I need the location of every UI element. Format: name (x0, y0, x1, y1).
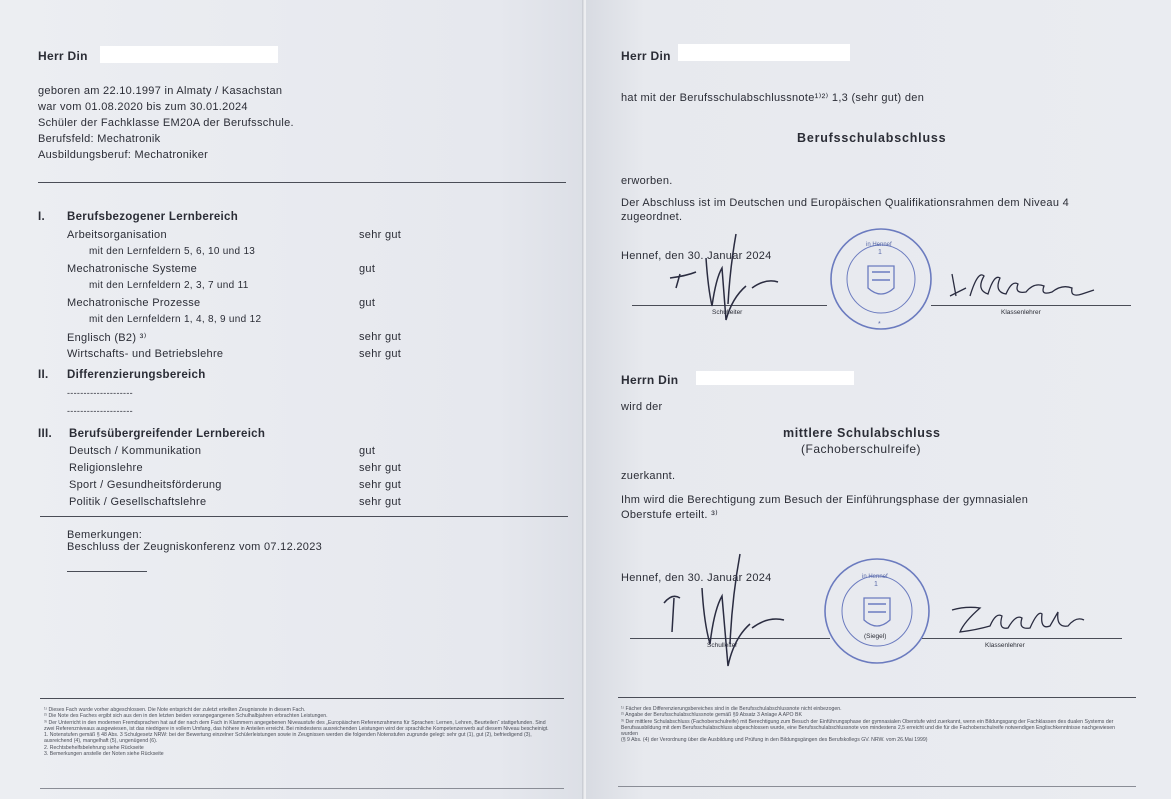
footnotes (621, 706, 1129, 744)
subject-detail: mit den Lernfeldern 1, 4, 8, 9 und 12 (89, 314, 262, 325)
qualification-framework-text: zugeordnet. (621, 211, 683, 223)
redaction-block (678, 44, 850, 61)
grade-statement: hat mit der Berufsschulabschlussnote¹⁾²⁾ 1,3 (sehr gut) den (621, 92, 925, 104)
entitlement-text: Oberstufe erteilt. ³⁾ (621, 509, 719, 521)
bottom-divider (618, 786, 1136, 787)
redaction-block (100, 46, 278, 63)
empty-entry: -------------------- (67, 406, 133, 416)
teacher-signature (946, 600, 1096, 640)
section-number: III. (38, 428, 52, 440)
empty-entry: -------------------- (67, 388, 133, 398)
left-page (0, 0, 584, 799)
school-seal (822, 556, 932, 666)
degree-title: Berufsschulabschluss (797, 131, 947, 145)
right-page (586, 0, 1171, 799)
section-number: I. (38, 211, 45, 223)
subject-grade: sehr gut (359, 479, 402, 491)
divider (38, 182, 566, 183)
seal-location: in Hennef (862, 574, 888, 580)
footnote: ¹⁾ Dieses Fach wurde vorher abgeschlossen. Die Note entspricht der zuletzt erteilten Zeugnisnote in diesem Fach. (44, 707, 306, 713)
subject-grade: sehr gut (359, 229, 402, 241)
subject-name: Deutsch / Kommunikation (69, 445, 202, 457)
seal-number: 1 (878, 249, 882, 256)
birth-info: geboren am 22.10.1997 in Almaty / Kasachstan (38, 85, 283, 97)
subject-name: Sport / Gesundheitsförderung (69, 479, 222, 491)
footnote: ¹⁾ Fächer des Differenzierungsbereiches sind in die Berufsschulabschlussnote nicht einbezogen. (621, 706, 842, 712)
class-info: Schüler der Fachklasse EM20A der Berufsschule. (38, 117, 294, 129)
subject-name: Englisch (B2) ³⁾ (67, 332, 147, 344)
subject-grade: sehr gut (359, 348, 402, 360)
signature-label: Klassenlehrer (1001, 309, 1041, 316)
footnote: (§ 9 Abs. (4) der Verordnung über die Ausbildung und Prüfung in den Bildungsgängen des Berufskollegs GV. NRW. vom 26.Mai 1999) (621, 737, 928, 744)
awarded-text: zuerkannt. (621, 470, 676, 482)
principal-signature (656, 228, 796, 333)
subject-grade: sehr gut (359, 331, 402, 343)
footnotes (44, 707, 552, 757)
principal-signature (652, 548, 802, 673)
signature-label: Klassenlehrer (985, 642, 1025, 649)
wird-text: wird der (621, 401, 663, 413)
subject-grade: gut (359, 263, 376, 275)
subject-name: Mechatronische Systeme (67, 263, 198, 275)
place-date: Hennef, den 30. Januar 2024 (621, 250, 772, 262)
vocational-field: Berufsfeld: Mechatronik (38, 133, 161, 145)
subject-name: Arbeitsorganisation (67, 229, 167, 241)
earned-text: erworben. (621, 175, 673, 187)
section-title: Berufsübergreifender Lernbereich (69, 428, 266, 440)
subject-name: Mechatronische Prozesse (67, 297, 201, 309)
subject-detail: mit den Lernfeldern 2, 3, 7 und 11 (89, 280, 249, 291)
subject-grade: sehr gut (359, 462, 402, 474)
seal-location: in Hennef (866, 242, 892, 248)
seal-number: 1 (874, 581, 878, 588)
short-divider (67, 571, 147, 572)
entitlement-text: Ihm wird die Berechtigung zum Besuch der Einführungsphase der gymnasialen (621, 494, 1029, 506)
signature-label: Schulleiter (712, 309, 743, 316)
qualification-framework-text: Der Abschluss ist im Deutschen und Europäischen Qualifikationsrahmen dem Niveau 4 (621, 197, 1070, 209)
subject-name: Religionslehre (69, 462, 143, 474)
redaction-block (696, 371, 854, 385)
training-profession: Ausbildungsberuf: Mechatroniker (38, 149, 209, 161)
subject-grade: gut (359, 445, 376, 457)
footnote: ³⁾ Der mittlere Schulabschluss (Fachoberschulreife) mit Berechtigung zum Besuch der Einführungsphase der gymnasialen Oberstufe wird zuerkannt, wenn ein Bildungsgang der Fachklassen des dualen Systems der Berufsausbildung mit dem Berufsschulabschluss abgeschlossen wurde, eine Berufsschulabschlussnote von mindestens 2,5 erreicht und die für die Fachoberschulreife notwendigen Englischkenntnisse nachgewiesen wurden (621, 718, 1115, 738)
seal-label: (Siegel) (864, 633, 887, 640)
seal-star: * (878, 321, 881, 328)
student-name-heading: Herr Din (621, 49, 671, 63)
subject-grade: gut (359, 297, 376, 309)
footnote: 2. Rechtsbehelfsbelehrung siehe Rückseite (44, 744, 144, 751)
footnote: ²⁾ Angabe der Berufsschulabschlussnote gemäß §9 Absatz 3 Anlage A APO BK (621, 712, 802, 719)
signature-label: Schulleiter (707, 642, 738, 649)
subject-detail: mit den Lernfeldern 5, 6, 10 und 13 (89, 246, 256, 257)
remarks-label: Bemerkungen: (67, 529, 143, 541)
subject-grade: sehr gut (359, 496, 402, 508)
section-number: II. (38, 369, 49, 381)
teacher-signature (948, 266, 1098, 308)
section-title: Differenzierungsbereich (67, 369, 206, 381)
subject-name: Politik / Gesellschaftslehre (69, 496, 207, 508)
place-date: Hennef, den 30. Januar 2024 (621, 572, 772, 584)
section-title: Berufsbezogener Lernbereich (67, 211, 239, 223)
footnote-divider (40, 698, 564, 699)
footnote: 1. Notenstufen gemäß § 48 Abs. 3 Schulgesetz NRW: bei der Bewertung einzelner Schülerleistungen sowie in Zeugnissen werden die folgenden Notenstufen zugrunde gelegt: sehr gut (1), gut (2), befriedigend (3), ausreichend (4), mangelhaft (5), ungenügend (6). (44, 732, 532, 745)
school-leaving-degree: mittlere Schulabschluss (783, 426, 941, 440)
student-name-heading-2: Herrn Din (621, 373, 679, 387)
attendance-period: war vom 01.08.2020 bis zum 30.01.2024 (38, 101, 248, 113)
subject-name: Wirtschafts- und Betriebslehre (67, 348, 224, 360)
school-leaving-degree-subtitle: (Fachoberschulreife) (801, 442, 922, 456)
footnote: ²⁾ Die Note des Faches ergibt sich aus den in den letzten beiden vorangegangenen Schulhalbjahren erbrachten Leistungen. (44, 713, 328, 720)
footnote: 3. Bemerkungen anstelle der Noten siehe Rückseite (44, 751, 164, 758)
student-name-heading: Herr Din (38, 49, 88, 63)
school-seal (828, 226, 934, 332)
footnote-divider (618, 697, 1136, 698)
remarks-text: Beschluss der Zeugniskonferenz vom 07.12.2023 (67, 541, 323, 553)
bottom-divider (40, 788, 564, 789)
divider (40, 516, 568, 517)
footnote: ³⁾ Der Unterricht in den modernen Fremdsprachen hat auf der nach dem Fach in Klammern angegebenen Niveaustufe des „Europäischen Referenzrahmens für Sprachen: Lernen, Lehren, Beurteilen“ stattgefunden. Sind zwei Referenzniveaus ausgewiesen, ist das niedrigere in vollem Umfang, das höhere in Anteilen erreicht. Bei mindestens ausreichenden Leistungen wird der sprachliche Kompetenzerwerb auf diesem Niveau bescheinigt. (44, 719, 549, 732)
